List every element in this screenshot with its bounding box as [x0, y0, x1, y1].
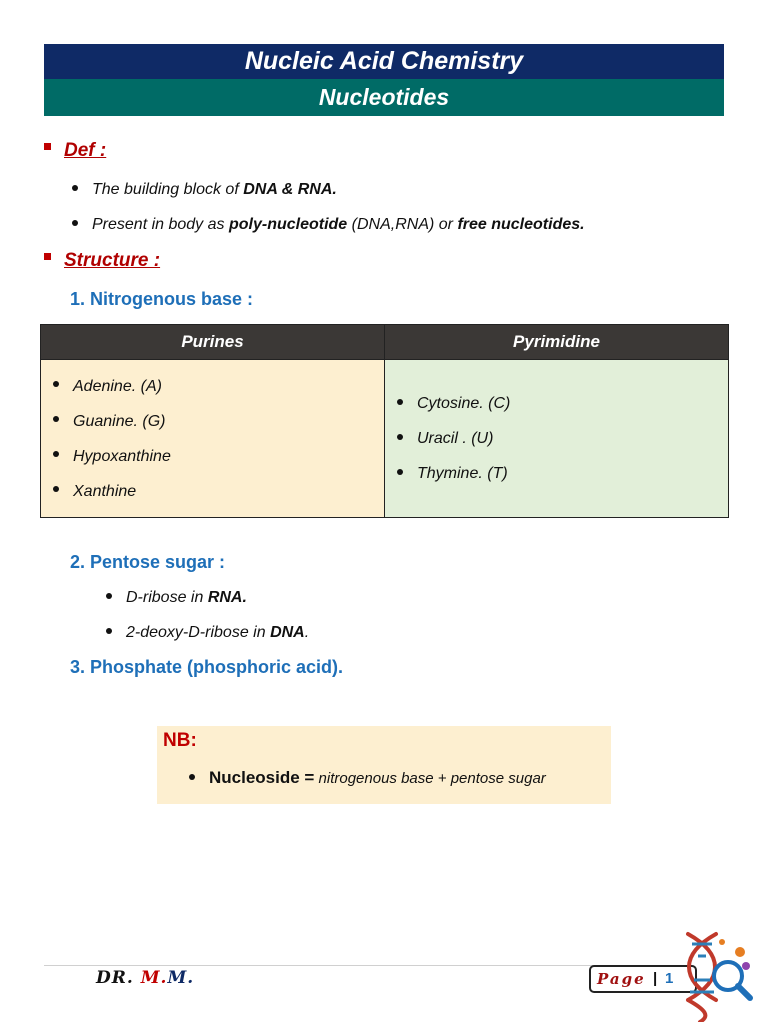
list-item: [53, 404, 384, 439]
def-heading: [44, 140, 106, 162]
def-heading-text: Def :: [64, 140, 107, 161]
sugar-bullet-1: [106, 589, 247, 607]
def-bullet-1-bold: DNA & RNA.: [243, 181, 337, 198]
author-part-1: DR.: [96, 968, 134, 988]
def-bullet-2-bold: poly-nucleotide: [228, 216, 348, 233]
pyrimidine-list: [385, 386, 728, 491]
sugar-2-bold: DNA: [270, 624, 305, 641]
bullet-dot-icon: [53, 416, 59, 422]
list-item: [53, 474, 384, 509]
sugar-1-bold: RNA.: [207, 589, 247, 606]
def-bullet-2: [72, 216, 585, 234]
bullet-dot-icon: [106, 628, 112, 634]
square-bullet-icon: [44, 143, 51, 150]
sugar-2-text: 2-deoxy-D-ribose in: [126, 624, 271, 641]
nb-box: [157, 726, 611, 804]
purine-name: Adenine. (A): [73, 377, 162, 395]
purine-name: Hypoxanthine: [73, 447, 171, 465]
nb-term: Nucleoside =: [209, 768, 315, 787]
purine-name: Guanine. (G): [73, 412, 166, 430]
bullet-dot-icon: [53, 486, 59, 492]
author-part-3: M.: [167, 968, 195, 988]
bullet-dot-icon: [397, 399, 403, 405]
phosphate-heading: 3. Phosphate (phosphoric acid).: [70, 657, 344, 677]
square-bullet-icon: [44, 253, 51, 260]
structure-heading-text: Structure :: [64, 250, 161, 271]
bullet-dot-icon: [106, 593, 112, 599]
nb-definition-text: nitrogenous base + pentose sugar: [314, 770, 546, 787]
pyrimidine-cell: [385, 360, 729, 518]
author-signature: [96, 968, 194, 988]
pyrimidine-name: Uracil . (U): [417, 430, 494, 447]
bullet-dot-icon: [72, 185, 78, 191]
purines-header: Purines: [41, 325, 385, 360]
pyrimidine-name: Thymine. (T): [417, 465, 508, 482]
def-bullet-2-bold2: free nucleotides.: [457, 216, 585, 233]
nb-definition: [189, 768, 546, 788]
purines-cell: [41, 360, 385, 518]
page-separator: |: [653, 970, 658, 987]
bullet-dot-icon: [53, 381, 59, 387]
sugar-bullet-2: [106, 624, 309, 642]
pentose-sugar-heading: 2. Pentose sugar :: [70, 552, 226, 572]
bullet-dot-icon: [72, 220, 78, 226]
list-item: [53, 369, 384, 404]
purine-name: Xanthine: [73, 482, 137, 500]
nitrogenous-base-heading: 1. Nitrogenous base :: [70, 289, 254, 309]
list-item: [397, 386, 728, 421]
dna-magnifier-icon: [676, 930, 756, 1022]
bullet-dot-icon: [397, 469, 403, 475]
pyrimidine-header: Pyrimidine: [385, 325, 729, 360]
pyrimidine-name: Cytosine. (C): [417, 395, 511, 412]
def-bullet-2-text: Present in body as: [92, 216, 229, 233]
nb-label: NB:: [163, 730, 197, 751]
bullet-dot-icon: [53, 451, 59, 457]
footer-divider: [44, 965, 684, 966]
author-part-2: M.: [140, 968, 168, 988]
def-bullet-1-text: The building block of: [92, 181, 244, 198]
page-subtitle: Nucleotides: [44, 79, 724, 116]
structure-heading: [44, 250, 160, 272]
list-item: [53, 439, 384, 474]
page-word: Page: [597, 970, 646, 988]
list-item: [397, 456, 728, 491]
bullet-dot-icon: [189, 774, 195, 780]
sugar-2-post: .: [304, 624, 310, 641]
purines-list: [41, 369, 384, 509]
sugar-1-text: D-ribose in: [126, 589, 208, 606]
bases-table: [40, 324, 729, 518]
page-number: 1: [665, 970, 674, 987]
def-bullet-1: [72, 181, 337, 199]
def-bullet-2-mid: (DNA,RNA) or: [347, 216, 458, 233]
list-item: [397, 421, 728, 456]
bullet-dot-icon: [397, 434, 403, 440]
page-title: Nucleic Acid Chemistry: [44, 44, 724, 79]
